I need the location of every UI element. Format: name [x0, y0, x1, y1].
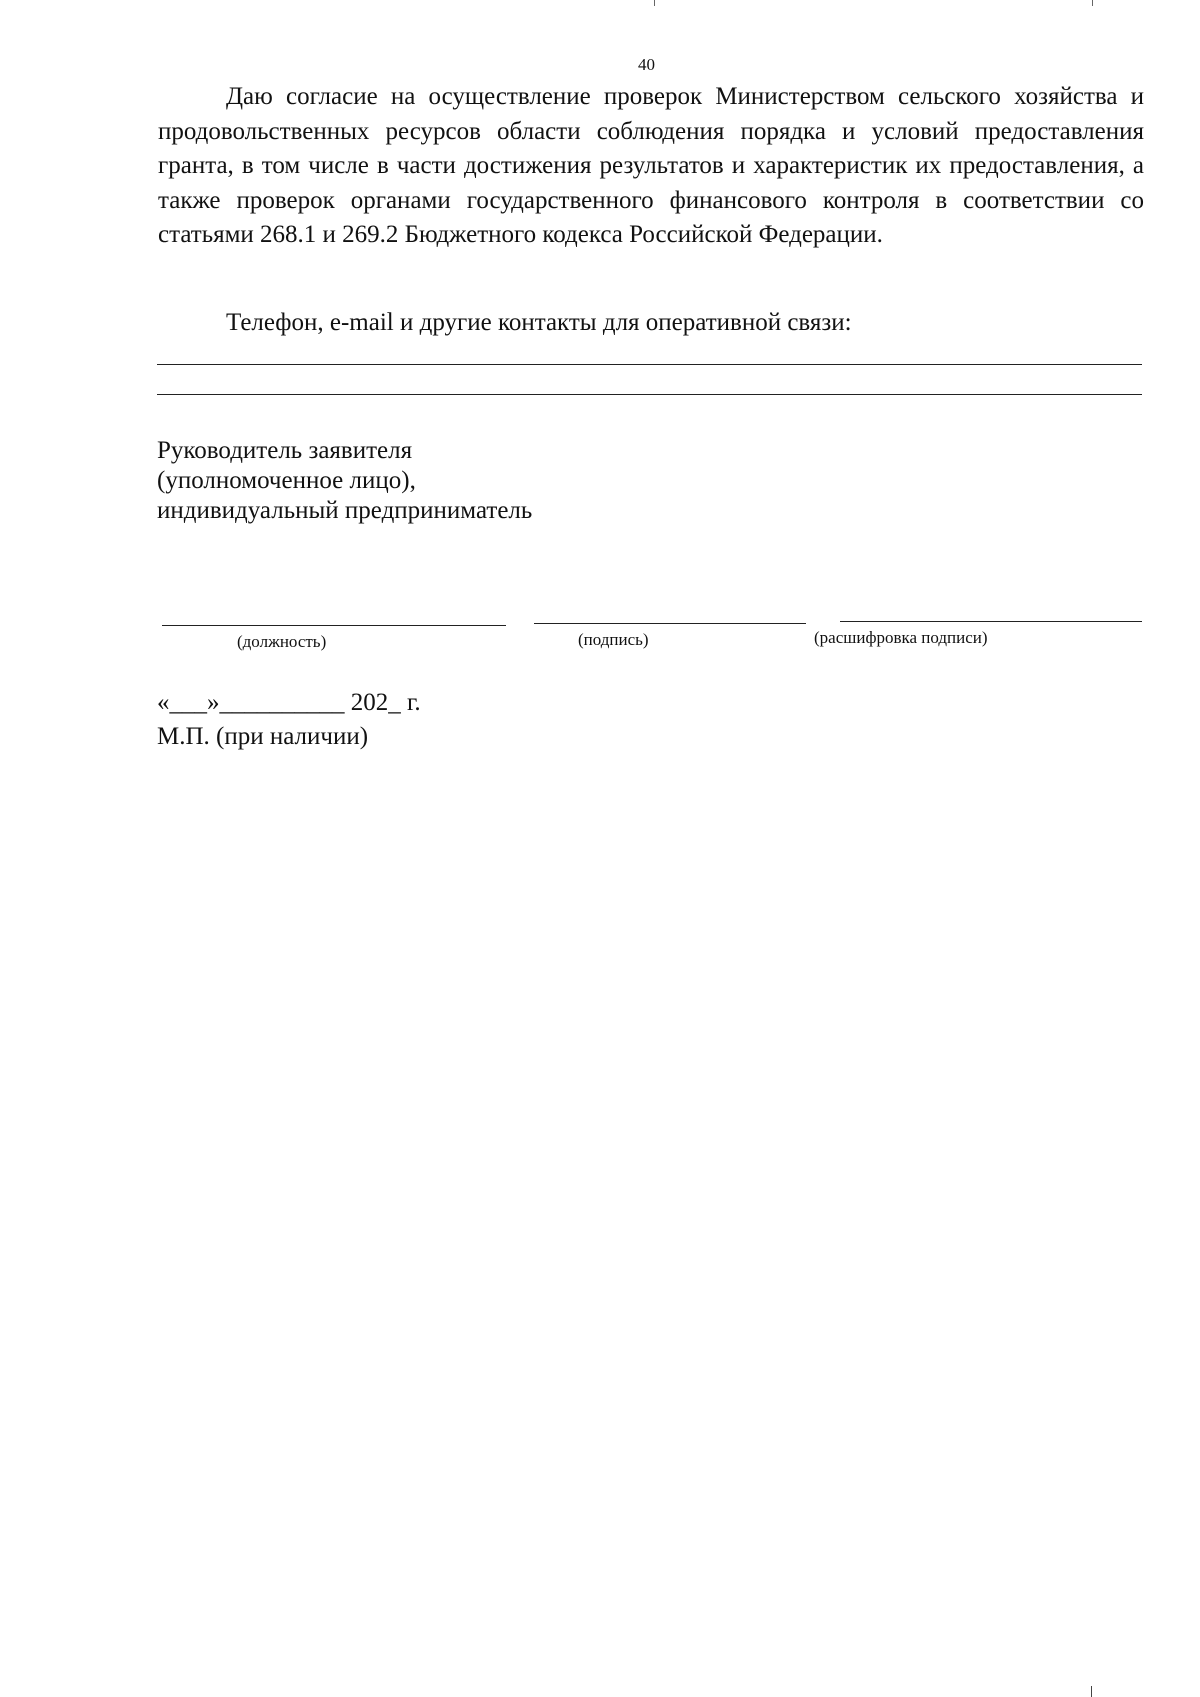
- signer-line: (уполномоченное лицо),: [157, 467, 416, 494]
- position-fill-line: [162, 625, 506, 626]
- signature-caption: (подпись): [578, 630, 649, 649]
- signer-line: Руководитель заявителя: [157, 437, 413, 464]
- contact-fill-line: [157, 364, 1142, 365]
- consent-paragraph: Даю согласие на осуществление проверок Министерством сельского хозяйства и продовольственных ресурсов области соблюдения порядка и условий предоставления гранта, в том числе в части достижения результатов и характеристик их предоставления, а также проверок органами государственного финансового контроля в соответствии со статьями 268.1 и 269.2 Бюджетного кодекса Российской Федерации.: [158, 83, 1144, 249]
- signature-decoding-fill-line: [840, 621, 1142, 622]
- scan-artifact-mark: [654, 0, 655, 6]
- position-caption: (должность): [237, 632, 327, 651]
- scan-artifact-mark: [1092, 0, 1093, 6]
- signature-fill-line: [534, 623, 806, 624]
- date-line: «___»__________ 202_ г.: [157, 689, 421, 716]
- stamp-note: М.П. (при наличии): [157, 723, 369, 750]
- signature-decoding-caption: (расшифровка подписи): [814, 628, 988, 647]
- signer-block: [157, 436, 532, 526]
- signer-line: индивидуальный предприниматель: [157, 497, 533, 524]
- contacts-label: Телефон, e-mail и другие контакты для оперативной связи:: [226, 309, 852, 336]
- scan-artifact-mark: [1091, 1686, 1092, 1697]
- contact-fill-line: [157, 394, 1142, 395]
- page-number: 40: [638, 55, 655, 74]
